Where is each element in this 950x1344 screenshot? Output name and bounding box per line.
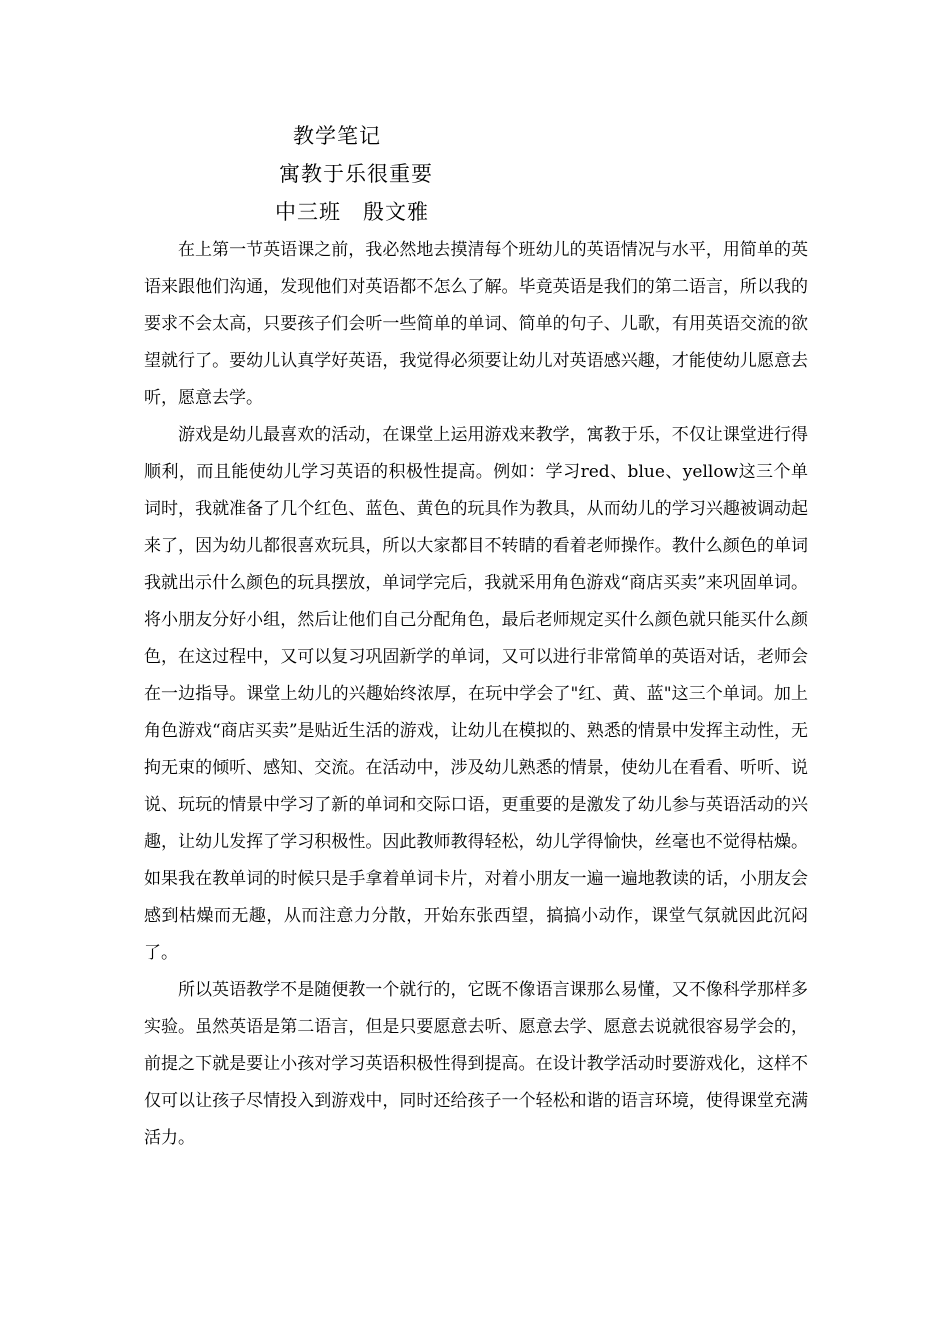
paragraph-intro: 在上第一节英语课之前，我必然地去摸清每个班幼儿的英语情况与水平，用简单的英语来跟他们沟通，发现他们对英语都不怎么了解。毕竟英语是我们的第二语言，所以我的要求不会太高，只要孩子们会听一些简单的单词、简单的句子、儿歌，有用英语交流的欲望就行了。要幼儿认真学好英语，我觉得必须要让幼儿对英语感兴趣，才能使幼儿愿意去听，愿意去学。 bbox=[144, 240, 808, 408]
document-body bbox=[144, 232, 808, 1157]
document-title: 寓教于乐很重要 bbox=[279, 162, 433, 186]
paragraph-game-example: 游戏是幼儿最喜欢的活动，在课堂上运用游戏来教学，寓教于乐，不仅让课堂进行得顺利，而且能使幼儿学习英语的积极性提高。例如：学习red、blue、yellow这三个单词时，我就准备了几个红色、蓝色、黄色的玩具作为教具，从而幼儿的学习兴趣被调动起来了，因为幼儿都很喜欢玩具，所以大家都目不转睛的看着老师操作。教什么颜色的单词我就出示什么颜色的玩具摆放，单词学完后，我就采用角色游戏“商店买卖”来巩固单词。将小朋友分好小组，然后让他们自己分配角色，最后老师规定买什么颜色就只能买什么颜色，在这过程中，又可以复习巩固新学的单词，又可以进行非常简单的英语对话，老师会在一边指导。课堂上幼儿的兴趣始终浓厚，在玩中学会了"红、黄、蓝"这三个单词。加上角色游戏“商店买卖”是贴近生活的游戏，让幼儿在模拟的、熟悉的情景中发挥主动性，无拘无束的倾听、感知、交流。在活动中，涉及幼儿熟悉的情景，使幼儿在看看、听听、说说、玩玩的情景中学习了新的单词和交际口语，更重要的是激发了幼儿参与英语活动的兴趣，让幼儿发挥了学习积极性。因此教师教得轻松，幼儿学得愉快，丝毫也不觉得枯燥。如果我在教单词的时候只是手拿着单词卡片，对着小朋友一遍一遍地教读的话，小朋友会感到枯燥而无趣，从而注意力分散，开始东张西望，搞搞小动作，课堂气氛就因此沉闷了。 bbox=[144, 425, 808, 963]
paragraph-conclusion: 所以英语教学不是随便教一个就行的，它既不像语言课那么易懂，又不像科学那样多实验。虽然英语是第二语言，但是只要愿意去听、愿意去学、愿意去说就很容易学会的，前提之下就是要让小孩对学习英语积极性得到提高。在设计教学活动时要游戏化，这样不仅可以让孩子尽情投入到游戏中，同时还给孩子一个轻松和谐的语言环境，使得课堂充满活力。 bbox=[144, 980, 808, 1148]
document-type-label: 教学笔记 bbox=[293, 124, 381, 148]
author-line: 中三班 殷文雅 bbox=[275, 200, 429, 224]
